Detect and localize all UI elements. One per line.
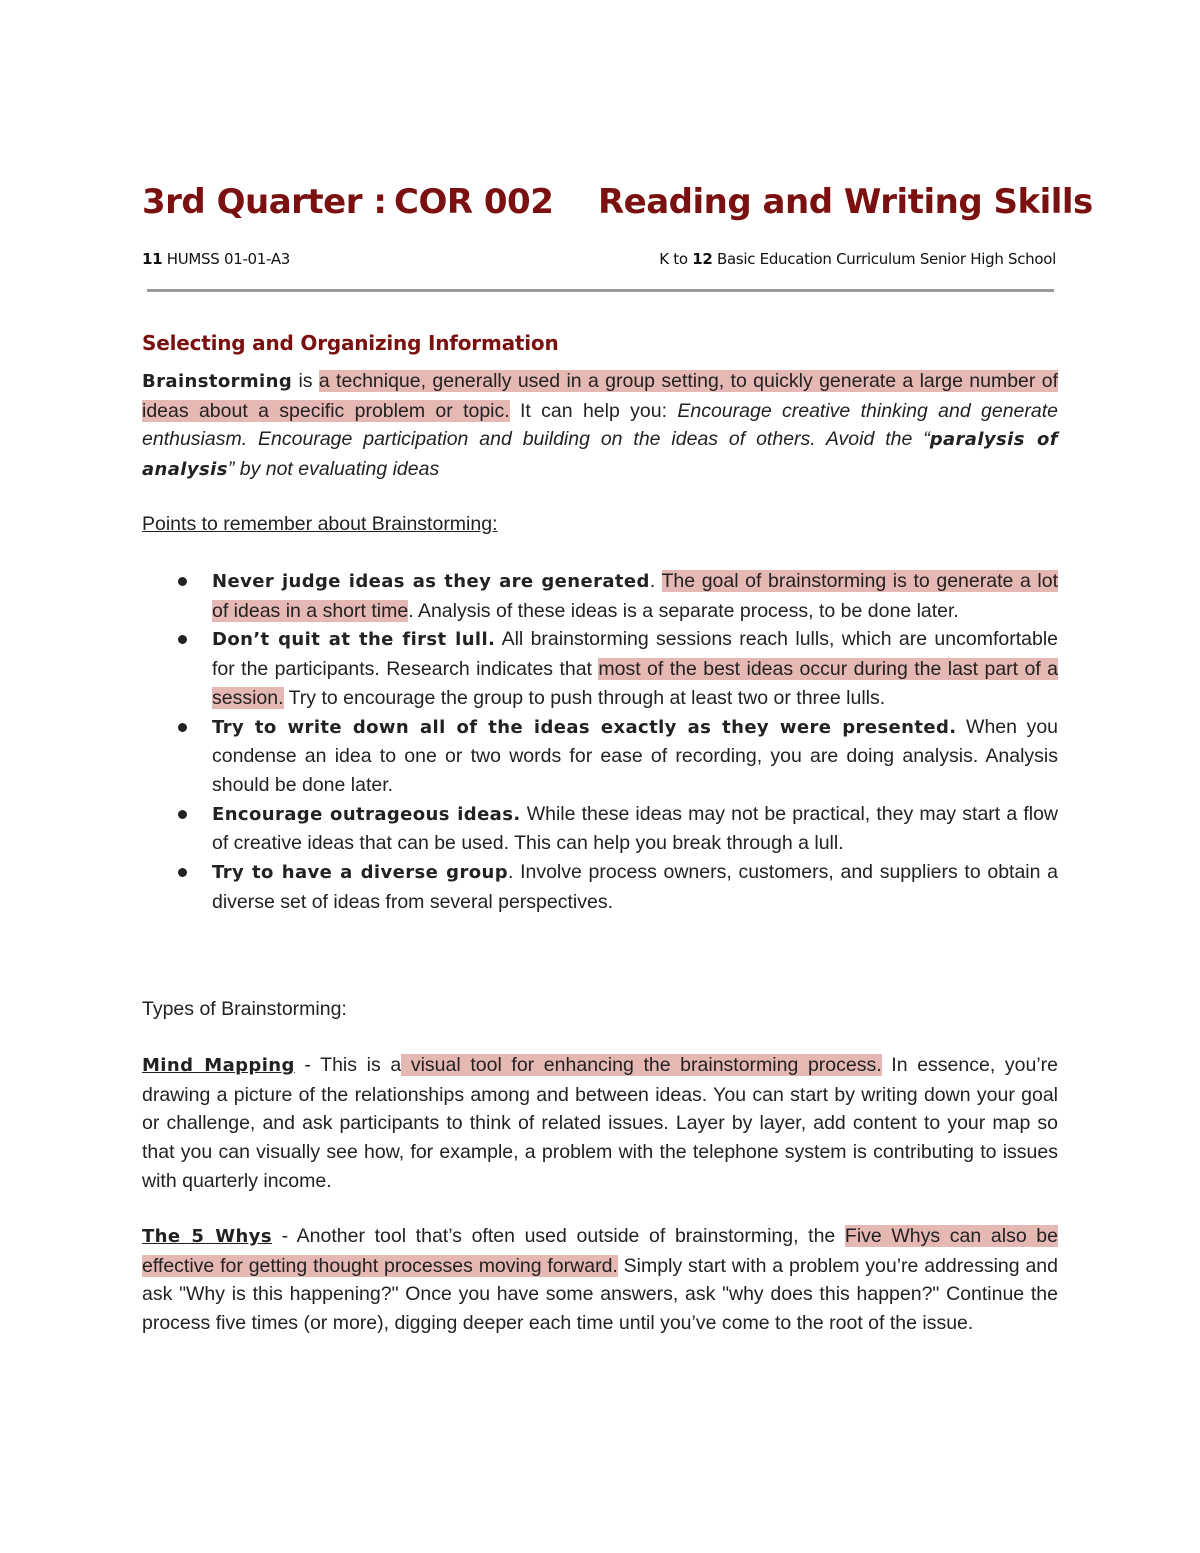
- points-heading: Points to remember about Brainstorming:: [142, 513, 498, 535]
- term-mind-mapping: Mind Mapping: [142, 1055, 295, 1076]
- list-item: Encourage outrageous ideas. While these ideas may not be practical, they may start a flow of creative ideas that can be used. This can help you break through a lull.: [142, 800, 1058, 858]
- section-code: 11 HUMSS 01-01-A3: [142, 250, 291, 268]
- title-course-name: Reading and Writing Skills: [598, 182, 1093, 222]
- title-course-code: COR 002: [394, 182, 554, 222]
- five-whys-paragraph: The 5 Whys - Another tool that’s often used outside of brainstorming, the Five Whys can also be effective for getting thought processes moving forward. Simply start with a problem you’re addressing and ask "Why is this happening?" Once you have some answers, ask "why does this happen?" Continue the process five times (or more), digging deeper each time until you’ve come to the root of the issue.: [142, 1225, 1058, 1335]
- list-item: Never judge ideas as they are generated. The goal of brainstorming is to generate a lot of ideas in a short time. Analysis of these ideas is a separate process, to be done later.: [142, 567, 1058, 625]
- mind-mapping-paragraph: Mind Mapping - This is a visual tool for enhancing the brainstorming process. In essence, you’re drawing a picture of the relationships among and between ideas. You can start by writing down your goal or challenge, and ask participants to think of related issues. Layer by layer, add content to your map so that you can visually see how, for example, a problem with the telephone system is contributing to issues with quarterly income.: [142, 1054, 1058, 1192]
- curriculum-label: K to 12 Basic Education Curriculum Senior High School: [659, 250, 1056, 268]
- term-five-whys: The 5 Whys: [142, 1226, 272, 1247]
- intro-paragraph: Brainstorming is a technique, generally used in a group setting, to quickly generate a large number of ideas about a specific problem or topic. It can help you: Encourage creative thinking and generate enthusiasm. Encourage participation and building on the ideas of others. Avoid the “paralysis of analysis” by not evaluating ideas: [142, 370, 1058, 481]
- bullet-dot-icon: [178, 810, 187, 819]
- term-paralysis: paralysis of analysis: [142, 429, 1058, 481]
- bullet-dot-icon: [178, 723, 187, 732]
- term-brainstorming: Brainstorming: [142, 371, 293, 392]
- bullet-dot-icon: [178, 635, 187, 644]
- title-quarter: 3rd Quarter :: [142, 182, 387, 222]
- bullet-dot-icon: [178, 577, 187, 586]
- list-item: Try to write down all of the ideas exactly as they were presented. When you condense an idea to one or two words for ease of recording, you are doing analysis. Analysis should be done later.: [142, 713, 1058, 800]
- header-divider: [147, 289, 1054, 292]
- types-heading: Types of Brainstorming:: [142, 998, 347, 1020]
- list-item: Try to have a diverse group. Involve process owners, customers, and suppliers to obtain a diverse set of ideas from several perspectives.: [142, 858, 1058, 916]
- bullet-dot-icon: [178, 868, 187, 877]
- section-title: Selecting and Organizing Information: [142, 331, 559, 355]
- list-item: Don’t quit at the first lull. All brainstorming sessions reach lulls, which are uncomfortable for the participants. Research indicates that most of the best ideas occur during the last part of a session. Try to encourage the group to push through at least two or three lulls.: [142, 625, 1058, 712]
- subheader: [142, 250, 1056, 268]
- points-list: [142, 567, 1058, 916]
- highlight-definition: a technique, generally used in a group setting, to quickly generate a large number of ideas about a specific problem or topic.: [142, 370, 1058, 422]
